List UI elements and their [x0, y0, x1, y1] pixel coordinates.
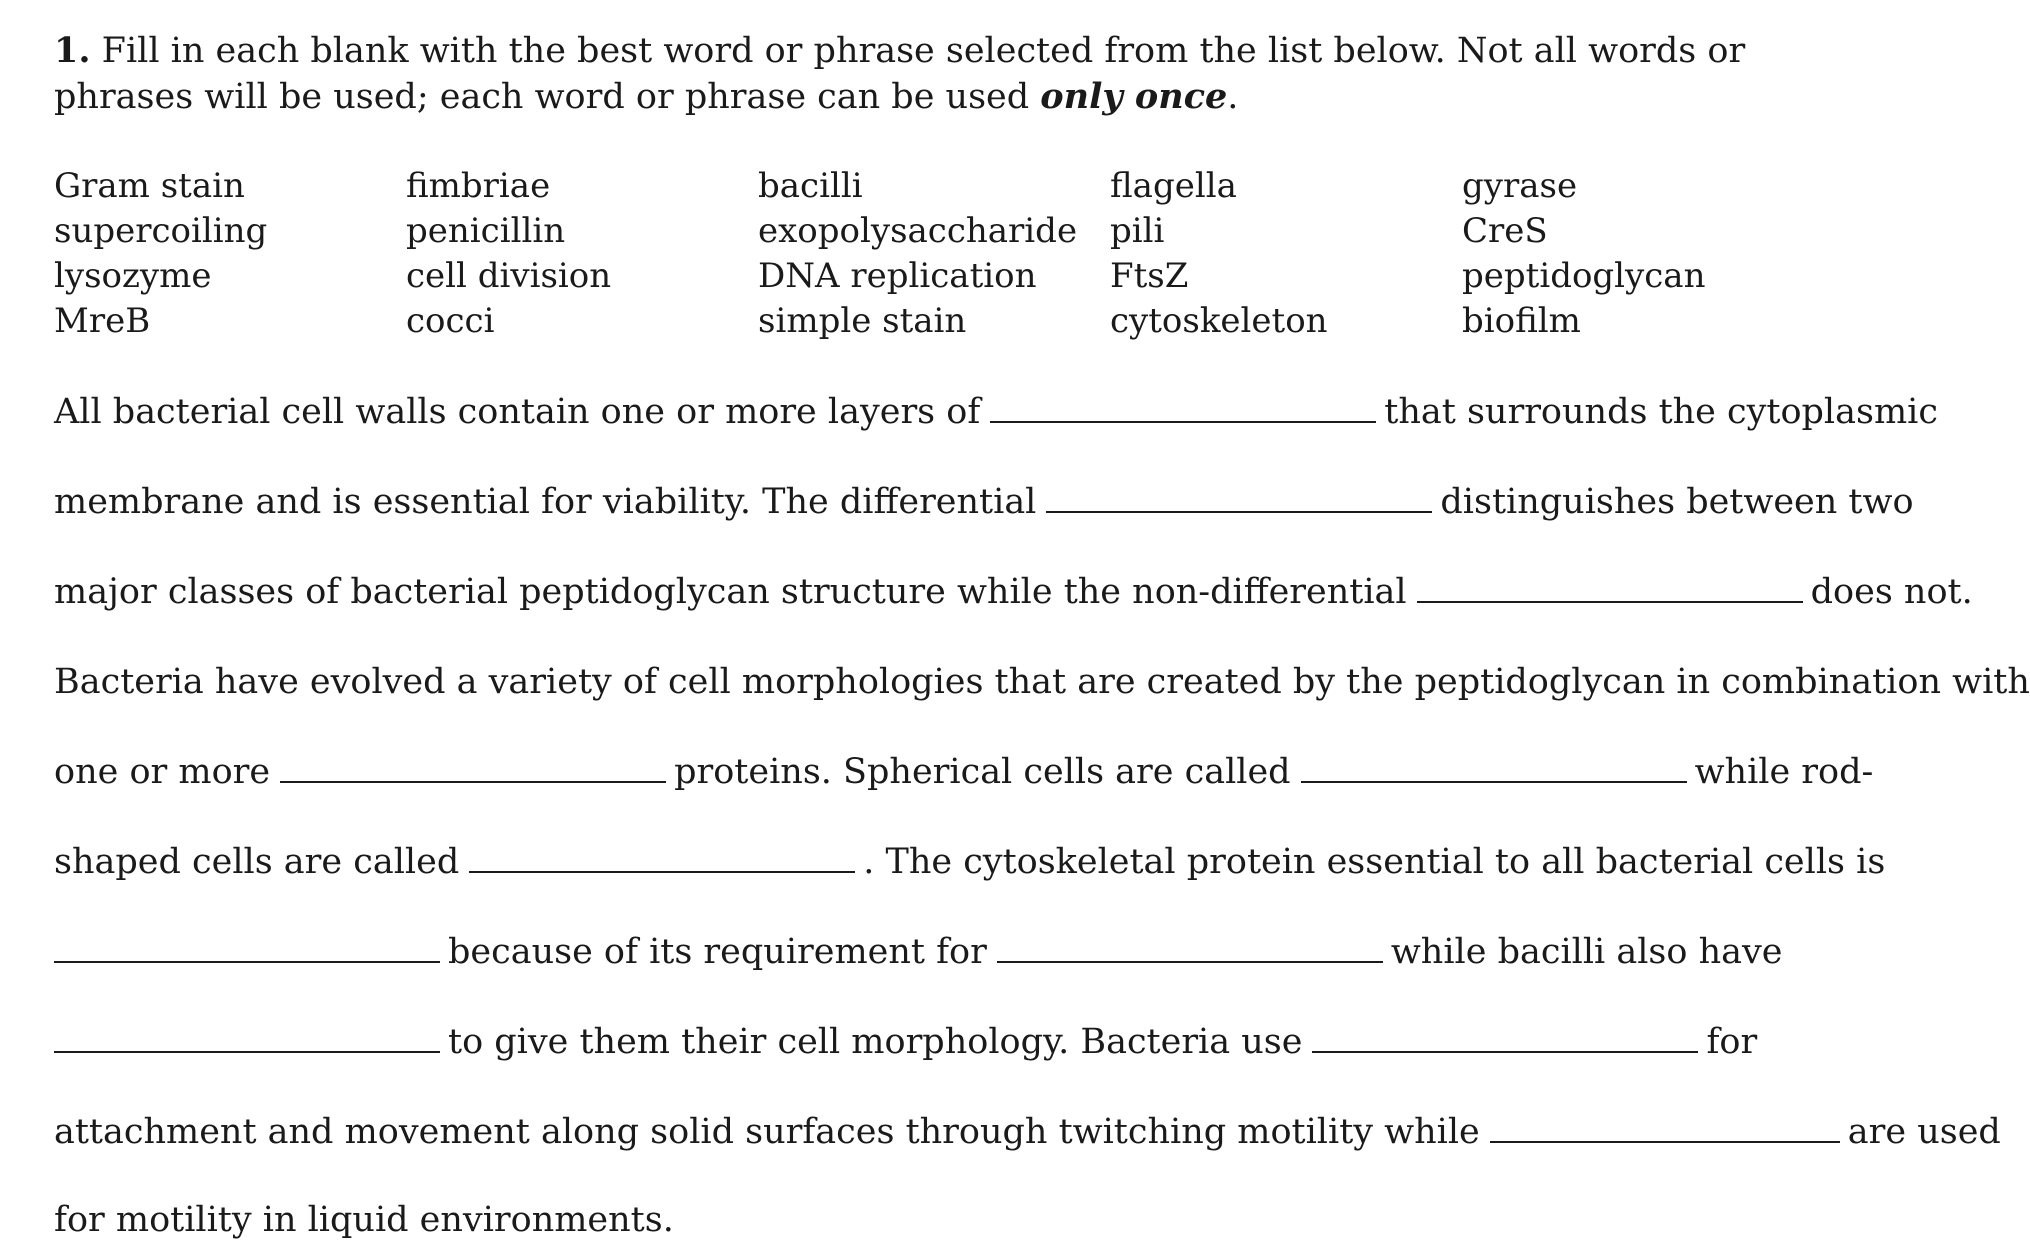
passage-text: major classes of bacterial peptidoglycan structure while the non-differential	[54, 572, 1407, 612]
passage-text: attachment and movement along solid surfaces through twitching motility while	[54, 1112, 1480, 1152]
word-bank-item: FtsZ	[1110, 256, 1189, 296]
word-bank-item: DNA replication	[758, 256, 1037, 296]
answer-blank-3[interactable]	[1417, 571, 1803, 603]
passage-text: does not.	[1810, 572, 1973, 612]
word-bank-column-5	[1462, 164, 1705, 344]
word-bank-item: CreS	[1462, 211, 1548, 251]
instruction-text: Fill in each blank with the best word or phrase selected from the list below. Not all words or phrases will be used; each word or phrase can be used	[54, 31, 1746, 117]
word-bank-item: gyrase	[1462, 166, 1578, 206]
word-bank-item: fimbriae	[406, 166, 551, 206]
passage-line-10	[54, 1198, 674, 1243]
passage-text: for	[1706, 1022, 1758, 1062]
passage-line-7	[44, 930, 1782, 975]
passage-line-8	[44, 1020, 1757, 1065]
answer-blank-1[interactable]	[990, 391, 1376, 423]
word-bank-item: supercoiling	[54, 211, 268, 251]
answer-blank-10[interactable]	[1312, 1021, 1698, 1053]
passage-text: that surrounds the cytoplasmic	[1384, 392, 1938, 432]
word-bank-item: bacilli	[758, 166, 863, 206]
word-bank-item: biofilm	[1462, 301, 1581, 341]
word-bank-item: cocci	[406, 301, 495, 341]
word-bank-item: MreB	[54, 301, 151, 341]
passage-text: while bacilli also have	[1390, 932, 1783, 972]
passage-text: Bacteria have evolved a variety of cell morphologies that are created by the peptidoglycan in combination with	[54, 662, 2030, 702]
answer-blank-4[interactable]	[280, 751, 666, 783]
passage-text: while rod-	[1694, 752, 1874, 792]
question-number: 1.	[54, 30, 91, 71]
word-bank-column-2	[406, 164, 611, 344]
word-bank-item: penicillin	[406, 211, 566, 251]
answer-blank-2[interactable]	[1046, 481, 1432, 513]
word-bank-item: lysozyme	[54, 256, 212, 296]
instruction-emphasis: only once	[1040, 76, 1228, 117]
answer-blank-7[interactable]	[54, 931, 440, 963]
word-bank-column-3	[758, 164, 1077, 344]
passage-text: All bacterial cell walls contain one or more layers of	[54, 392, 981, 432]
word-bank-column-4	[1110, 164, 1328, 344]
passage-text: shaped cells are called	[54, 842, 460, 882]
answer-blank-9[interactable]	[54, 1021, 440, 1053]
answer-blank-5[interactable]	[1301, 751, 1687, 783]
passage-line-2	[54, 480, 1914, 525]
passage-text: membrane and is essential for viability. The differential	[54, 482, 1037, 522]
answer-blank-8[interactable]	[997, 931, 1383, 963]
passage-line-5	[54, 750, 1873, 795]
word-bank-item: peptidoglycan	[1462, 256, 1706, 296]
passage-text: for motility in liquid environments.	[54, 1200, 674, 1240]
passage-text: proteins. Spherical cells are called	[674, 752, 1291, 792]
word-bank-item: cytoskeleton	[1110, 301, 1328, 341]
word-bank-item: pili	[1110, 211, 1165, 251]
word-bank-item: exopolysaccharide	[758, 211, 1078, 251]
word-bank-item: cell division	[406, 256, 612, 296]
passage-line-4	[54, 660, 2030, 705]
word-bank-column-1	[54, 164, 267, 344]
passage-line-1	[54, 390, 1938, 435]
question-instructions	[54, 28, 1814, 120]
passage-text: . The cytoskeletal protein essential to all bacterial cells is	[863, 842, 1886, 882]
passage-line-9	[54, 1110, 2001, 1155]
word-bank	[54, 164, 1814, 354]
passage-text: one or more	[54, 752, 271, 792]
word-bank-item: flagella	[1110, 166, 1237, 206]
answer-blank-6[interactable]	[469, 841, 855, 873]
word-bank-item: simple stain	[758, 301, 967, 341]
passage-text: to give them their cell morphology. Bacteria use	[448, 1022, 1303, 1062]
answer-blank-11[interactable]	[1490, 1111, 1840, 1143]
passage-line-6	[54, 840, 1885, 885]
instruction-end: .	[1227, 77, 1239, 117]
passage-text: distinguishes between two	[1440, 482, 1914, 522]
passage-text: are used	[1847, 1112, 2001, 1152]
passage-text: because of its requirement for	[448, 932, 987, 972]
passage-line-3	[54, 570, 1973, 615]
word-bank-item: Gram stain	[54, 166, 245, 206]
